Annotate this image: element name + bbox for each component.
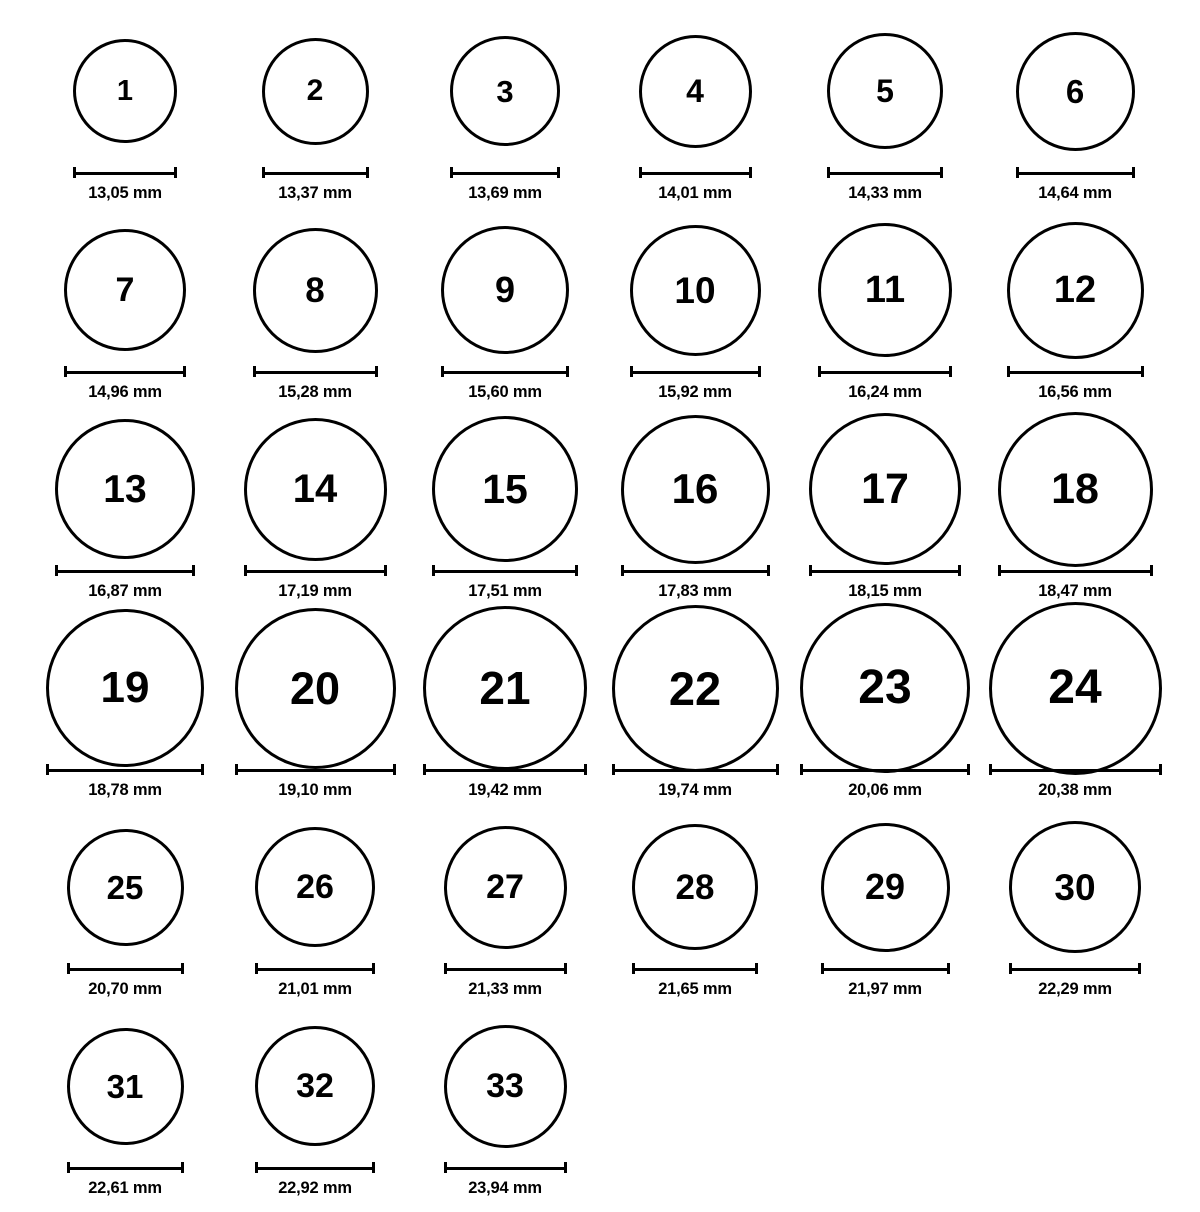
ring-size-cell: [220, 814, 410, 1013]
ruler-line: [612, 769, 779, 772]
diameter-ruler: [450, 166, 560, 179]
ring-circle: [1009, 821, 1141, 953]
ruler-bar: [998, 565, 1153, 576]
ring-circle-wrap: [220, 217, 410, 363]
ring-size-cell: [30, 217, 220, 416]
ruler-bar: [444, 963, 567, 974]
ring-size-number: 21: [479, 662, 531, 714]
ring-circle-wrap: [980, 615, 1170, 761]
ring-circle: [444, 1025, 567, 1148]
ring-size-cell: [790, 18, 980, 217]
diameter-ruler: [989, 763, 1162, 776]
diameter-ruler: [67, 1161, 184, 1174]
ring-size-cell: [980, 18, 1170, 217]
ruler-bar: [444, 1162, 567, 1173]
ring-size-cell: [30, 615, 220, 814]
ring-size-number: 26: [296, 868, 334, 906]
ring-size-number: 16: [671, 465, 719, 512]
ring-circle-wrap: [220, 814, 410, 960]
diameter-ruler: [821, 962, 950, 975]
ring-size-cell: [790, 814, 980, 1013]
ring-size-number: 32: [296, 1067, 334, 1105]
ring-circle-wrap: [220, 615, 410, 761]
diameter-label: 17,51 mm: [468, 582, 542, 600]
ruler-line: [444, 968, 567, 971]
ring-size-number: 24: [1048, 661, 1102, 714]
ring-circle: [630, 225, 761, 356]
ring-circle: [255, 827, 375, 947]
ruler-bar: [55, 565, 195, 576]
ring-circle: [262, 38, 369, 145]
ring-size-number: 8: [305, 270, 325, 310]
ring-circle-wrap: [410, 615, 600, 761]
diameter-label: 14,64 mm: [1038, 184, 1112, 202]
diameter-ruler: [255, 1161, 375, 1174]
ruler-line: [821, 968, 950, 971]
ruler-line: [1016, 172, 1135, 175]
ruler-bar: [639, 167, 752, 178]
ruler-line: [67, 968, 184, 971]
ruler-line: [621, 570, 770, 573]
ring-size-cell: [30, 1013, 220, 1212]
diameter-ruler: [639, 166, 752, 179]
ruler-bar: [253, 366, 378, 377]
diameter-ruler: [800, 763, 970, 776]
ring-circle-wrap: [220, 18, 410, 164]
ruler-line: [255, 968, 375, 971]
diameter-label: 22,29 mm: [1038, 980, 1112, 998]
ring-circle: [67, 829, 184, 946]
ring-size-cell: [220, 18, 410, 217]
ring-size-cell: [980, 416, 1170, 615]
ring-circle: [621, 415, 770, 564]
diameter-ruler: [423, 763, 587, 776]
ring-size-cell: [30, 814, 220, 1013]
diameter-ruler: [255, 962, 375, 975]
ruler-bar: [818, 366, 952, 377]
diameter-ruler: [998, 564, 1153, 577]
ring-circle-wrap: [410, 416, 600, 562]
ruler-line: [235, 769, 396, 772]
ring-circle: [612, 605, 779, 772]
ring-size-cell: [410, 416, 600, 615]
diameter-ruler: [444, 962, 567, 975]
ring-size-number: 4: [686, 73, 704, 109]
diameter-label: 22,92 mm: [278, 1179, 352, 1197]
diameter-label: 23,94 mm: [468, 1179, 542, 1197]
ruler-line: [444, 1167, 567, 1170]
diameter-ruler: [73, 166, 177, 179]
ruler-bar: [1016, 167, 1135, 178]
ring-circle: [55, 419, 195, 559]
ring-circle-wrap: [600, 18, 790, 164]
diameter-ruler: [444, 1161, 567, 1174]
ruler-line: [432, 570, 578, 573]
ring-circle-wrap: [980, 18, 1170, 164]
ring-size-cell: [220, 217, 410, 416]
ring-size-cell: [410, 1013, 600, 1212]
diameter-label: 18,47 mm: [1038, 582, 1112, 600]
ring-size-cell: [600, 814, 790, 1013]
diameter-ruler: [1009, 962, 1141, 975]
ruler-line: [441, 371, 569, 374]
diameter-ruler: [67, 962, 184, 975]
diameter-label: 16,56 mm: [1038, 383, 1112, 401]
ruler-line: [64, 371, 186, 374]
ring-circle-wrap: [30, 814, 220, 960]
ruler-bar: [450, 167, 560, 178]
diameter-label: 17,83 mm: [658, 582, 732, 600]
ring-size-number: 30: [1054, 866, 1096, 908]
ruler-bar: [800, 764, 970, 775]
ring-circle-wrap: [980, 416, 1170, 562]
diameter-ruler: [432, 564, 578, 577]
ruler-line: [55, 570, 195, 573]
ring-circle: [432, 416, 578, 562]
ring-size-number: 6: [1065, 72, 1085, 110]
ring-circle-wrap: [410, 18, 600, 164]
ring-circle-wrap: [790, 18, 980, 164]
ruler-line: [998, 570, 1153, 573]
ring-size-number: 13: [103, 467, 147, 511]
diameter-label: 14,96 mm: [88, 383, 162, 401]
ruler-line: [255, 1167, 375, 1170]
diameter-label: 13,37 mm: [278, 184, 352, 202]
ring-circle: [255, 1026, 375, 1146]
ring-circle-wrap: [30, 217, 220, 363]
ring-size-cell: [790, 615, 980, 814]
diameter-label: 15,92 mm: [658, 383, 732, 401]
ring-size-number: 2: [306, 74, 324, 107]
ring-circle: [64, 229, 186, 351]
ruler-line: [67, 1167, 184, 1170]
ring-circle: [632, 824, 758, 950]
ruler-line: [1007, 371, 1144, 374]
ring-size-cell: [220, 416, 410, 615]
ring-size-number: 5: [876, 73, 894, 109]
ring-circle: [639, 35, 752, 148]
ruler-line: [827, 172, 943, 175]
ruler-bar: [64, 366, 186, 377]
ring-circle-wrap: [600, 217, 790, 363]
ring-size-number: 28: [675, 867, 715, 907]
ring-size-number: 23: [858, 661, 912, 714]
ring-circle: [1007, 222, 1144, 359]
ruler-line: [450, 172, 560, 175]
ring-circle-wrap: [30, 615, 220, 761]
ring-circle: [46, 609, 204, 767]
ring-circle-wrap: [790, 416, 980, 562]
ruler-bar: [612, 764, 779, 775]
ring-size-cell: [30, 416, 220, 615]
diameter-label: 21,33 mm: [468, 980, 542, 998]
ring-circle-wrap: [600, 416, 790, 562]
ring-size-cell: [30, 18, 220, 217]
ruler-bar: [827, 167, 943, 178]
diameter-ruler: [55, 564, 195, 577]
ring-size-number: 15: [482, 465, 528, 512]
diameter-ruler: [64, 365, 186, 378]
ruler-line: [639, 172, 752, 175]
diameter-label: 20,70 mm: [88, 980, 162, 998]
diameter-label: 21,01 mm: [278, 980, 352, 998]
ring-circle: [244, 418, 387, 561]
diameter-ruler: [244, 564, 387, 577]
diameter-label: 16,24 mm: [848, 383, 922, 401]
ring-size-cell: [600, 217, 790, 416]
ring-size-number: 22: [668, 661, 722, 715]
ring-circle-wrap: [790, 814, 980, 960]
ring-size-number: 20: [289, 662, 341, 714]
ring-size-cell: [220, 615, 410, 814]
ruler-bar: [809, 565, 961, 576]
ruler-bar: [423, 764, 587, 775]
diameter-label: 18,78 mm: [88, 781, 162, 799]
ruler-bar: [67, 1162, 184, 1173]
ring-size-number: 31: [106, 1067, 144, 1105]
ring-size-number: 17: [861, 464, 909, 513]
ring-circle: [235, 608, 396, 769]
ring-size-number: 18: [1051, 464, 1099, 513]
ring-size-number: 7: [115, 271, 135, 309]
ruler-bar: [244, 565, 387, 576]
ring-size-cell: [980, 615, 1170, 814]
ring-circle-wrap: [30, 416, 220, 562]
ring-circle-wrap: [600, 615, 790, 761]
ring-size-number: 9: [494, 269, 516, 310]
diameter-label: 14,01 mm: [658, 184, 732, 202]
ring-circle-wrap: [30, 18, 220, 164]
ring-circle-wrap: [790, 615, 980, 761]
ruler-bar: [821, 963, 950, 974]
ring-circle: [441, 226, 569, 354]
ring-circle: [67, 1028, 184, 1145]
ring-size-cell: [220, 1013, 410, 1212]
ring-circle-wrap: [30, 1013, 220, 1159]
ruler-line: [809, 570, 961, 573]
ruler-line: [46, 769, 204, 772]
ring-circle-wrap: [410, 217, 600, 363]
ring-circle-wrap: [410, 1013, 600, 1159]
ring-size-cell: [410, 18, 600, 217]
ring-size-number: 25: [106, 868, 144, 906]
diameter-label: 20,38 mm: [1038, 781, 1112, 799]
diameter-label: 19,74 mm: [658, 781, 732, 799]
diameter-label: 19,42 mm: [468, 781, 542, 799]
ring-size-cell: [410, 814, 600, 1013]
diameter-label: 15,60 mm: [468, 383, 542, 401]
ring-circle: [253, 228, 378, 353]
diameter-label: 17,19 mm: [278, 582, 352, 600]
ring-size-number: 14: [292, 467, 338, 511]
ruler-line: [818, 371, 952, 374]
ruler-bar: [235, 764, 396, 775]
diameter-label: 21,65 mm: [658, 980, 732, 998]
ring-circle: [444, 826, 567, 949]
ruler-line: [1009, 968, 1141, 971]
ring-circle: [800, 603, 970, 773]
ring-circle-wrap: [410, 814, 600, 960]
diameter-label: 15,28 mm: [278, 383, 352, 401]
ring-size-cell: [980, 814, 1170, 1013]
diameter-ruler: [253, 365, 378, 378]
ring-size-cell: [410, 615, 600, 814]
diameter-label: 16,87 mm: [88, 582, 162, 600]
ring-circle: [450, 36, 560, 146]
ring-circle: [827, 33, 943, 149]
ring-circle-wrap: [220, 416, 410, 562]
ruler-line: [253, 371, 378, 374]
ruler-bar: [73, 167, 177, 178]
diameter-label: 13,05 mm: [88, 184, 162, 202]
ruler-line: [423, 769, 587, 772]
ruler-line: [632, 968, 758, 971]
ring-circle: [821, 823, 950, 952]
ring-size-cell: [600, 18, 790, 217]
ruler-bar: [67, 963, 184, 974]
ring-circle-wrap: [790, 217, 980, 363]
diameter-ruler: [1016, 166, 1135, 179]
ring-circle: [423, 606, 587, 770]
ruler-line: [262, 172, 369, 175]
ring-size-number: 11: [864, 269, 906, 311]
ruler-line: [989, 769, 1162, 772]
ring-circle: [998, 412, 1153, 567]
diameter-ruler: [630, 365, 761, 378]
ruler-bar: [432, 565, 578, 576]
diameter-label: 14,33 mm: [848, 184, 922, 202]
ruler-line: [800, 769, 970, 772]
diameter-ruler: [1007, 365, 1144, 378]
ring-size-number: 3: [496, 73, 514, 109]
ruler-bar: [1009, 963, 1141, 974]
ruler-bar: [630, 366, 761, 377]
ruler-bar: [621, 565, 770, 576]
diameter-ruler: [827, 166, 943, 179]
ring-size-cell: [790, 217, 980, 416]
ring-size-number: 33: [486, 1067, 524, 1105]
ring-circle-wrap: [600, 814, 790, 960]
ring-size-number: 1: [116, 74, 134, 107]
ring-circle-wrap: [220, 1013, 410, 1159]
ring-size-cell: [410, 217, 600, 416]
diameter-ruler: [818, 365, 952, 378]
diameter-ruler: [441, 365, 569, 378]
ring-circle-wrap: [980, 217, 1170, 363]
diameter-label: 13,69 mm: [468, 184, 542, 202]
ring-size-number: 19: [100, 663, 150, 712]
diameter-label: 18,15 mm: [848, 582, 922, 600]
ruler-bar: [255, 963, 375, 974]
ruler-bar: [255, 1162, 375, 1173]
diameter-ruler: [612, 763, 779, 776]
ring-circle: [989, 602, 1162, 775]
ring-circle: [1016, 32, 1135, 151]
ring-size-grid: [0, 18, 1200, 1212]
ring-size-number: 29: [864, 866, 906, 907]
ring-circle: [73, 39, 177, 143]
diameter-ruler: [235, 763, 396, 776]
diameter-label: 20,06 mm: [848, 781, 922, 799]
ruler-bar: [46, 764, 204, 775]
ruler-line: [630, 371, 761, 374]
ruler-line: [73, 172, 177, 175]
diameter-ruler: [262, 166, 369, 179]
diameter-ruler: [46, 763, 204, 776]
ruler-bar: [632, 963, 758, 974]
ruler-bar: [441, 366, 569, 377]
ruler-line: [244, 570, 387, 573]
ring-size-number: 10: [674, 269, 716, 311]
ring-size-number: 12: [1053, 269, 1097, 311]
diameter-ruler: [632, 962, 758, 975]
diameter-label: 22,61 mm: [88, 1179, 162, 1197]
ring-circle: [809, 413, 961, 565]
ring-size-cell: [980, 217, 1170, 416]
diameter-label: 21,97 mm: [848, 980, 922, 998]
diameter-label: 19,10 mm: [278, 781, 352, 799]
ruler-bar: [989, 764, 1162, 775]
diameter-ruler: [809, 564, 961, 577]
ring-size-cell: [600, 615, 790, 814]
ring-size-number: 27: [486, 868, 524, 906]
ring-circle-wrap: [980, 814, 1170, 960]
ruler-bar: [262, 167, 369, 178]
ring-size-cell: [600, 416, 790, 615]
ring-circle: [818, 223, 952, 357]
ruler-bar: [1007, 366, 1144, 377]
diameter-ruler: [621, 564, 770, 577]
ring-size-cell: [790, 416, 980, 615]
